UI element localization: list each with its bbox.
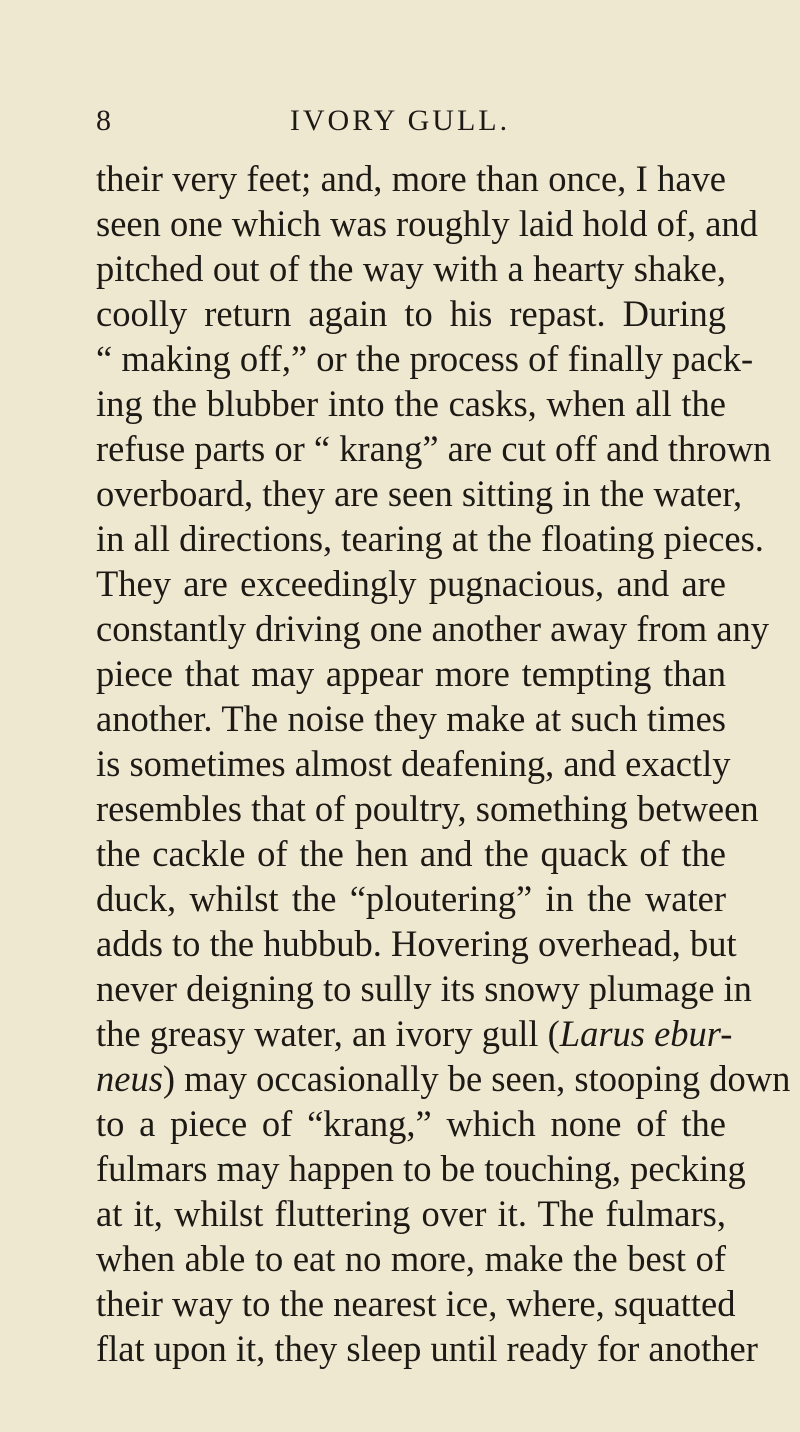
text-line: adds to the hubbub. Hovering overhead, but [96, 923, 737, 964]
page-header [0, 96, 800, 146]
text-line: is sometimes almost deafening, and exactly [96, 743, 731, 784]
text-line: their very feet; and, more than once, I have [96, 158, 726, 199]
text-fragment: ) may occasionally be seen, stooping down [162, 1058, 791, 1099]
species-name-italic-continued: neus [96, 1058, 163, 1099]
text-line: resembles that of poultry, something between [96, 788, 759, 829]
text-line: at it, whilst fluttering over it. The fulmars, [96, 1193, 726, 1234]
text-line: fulmars may happen to be touching, pecking [96, 1148, 746, 1189]
text-line: “ making off,” or the process of finally pack- [96, 338, 754, 379]
text-line: overboard, they are seen sitting in the water, [96, 473, 743, 514]
text-line: ing the blubber into the casks, when all the [96, 383, 726, 424]
species-name-italic: Larus ebur- [559, 1013, 733, 1054]
text-line: refuse parts or “ krang” are cut off and thrown [96, 428, 772, 469]
text-fragment: the greasy water, an ivory gull ( [96, 1013, 560, 1054]
text-line: their way to the nearest ice, where, squatted [96, 1283, 736, 1324]
text-line: coolly return again to his repast. During [96, 293, 726, 334]
text-line: flat upon it, they sleep until ready for another [96, 1328, 758, 1369]
text-line: They are exceedingly pugnacious, and are [96, 563, 726, 604]
running-title: IVORY GULL. [289, 104, 511, 137]
text-line: piece that may appear more tempting than [96, 653, 726, 694]
text-line: never deigning to sully its snowy plumage in [96, 968, 752, 1009]
body-text [96, 156, 791, 1371]
text-line-with-species [96, 1056, 791, 1101]
text-line: duck, whilst the “ploutering” in the water [96, 878, 726, 919]
text-line: when able to eat no more, make the best of [96, 1238, 726, 1279]
text-line: constantly driving one another away from any [96, 608, 770, 649]
text-line: in all directions, tearing at the floating pieces. [96, 518, 764, 559]
text-line: another. The noise they make at such times [96, 698, 726, 739]
text-line: seen one which was roughly laid hold of, and [96, 203, 758, 244]
text-line: the cackle of the hen and the quack of the [96, 833, 726, 874]
page-number: 8 [96, 104, 112, 137]
text-line: pitched out of the way with a hearty shake, [96, 248, 726, 289]
text-line-with-species [96, 1011, 733, 1056]
text-line: to a piece of “krang,” which none of the [96, 1103, 726, 1144]
